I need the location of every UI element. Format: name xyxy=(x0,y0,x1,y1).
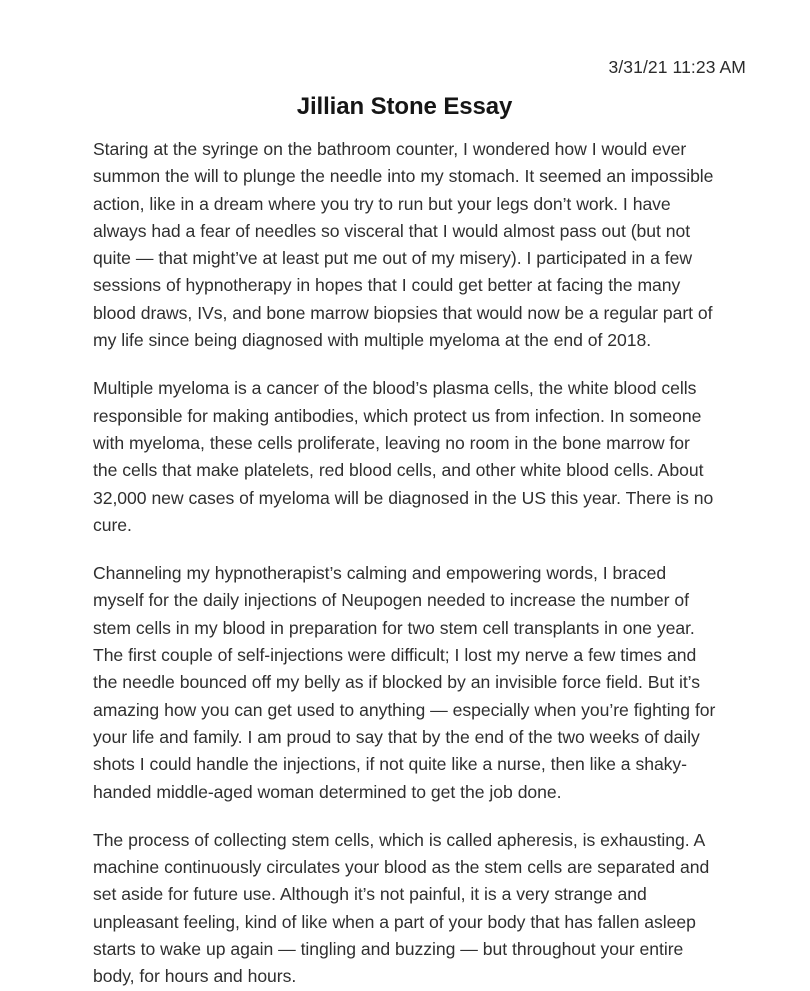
page-title: Jillian Stone Essay xyxy=(296,93,513,120)
document-header-date: 3/31/21 11:23 AM xyxy=(608,57,746,77)
body-paragraph-1: Staring at the syringe on the bathroom counter, I wondered how I would ever summon the will to plunge the needle into my stomach. It seemed an impossible action, like in a dream where you try to run but your legs don’t work. I have always had a fear of needles so visceral that I would almost pass out (but not quite — that might’ve at least put me out of my misery). I participated in a few sessions of hypnotherapy in hopes that I could get better at facing the many blood draws, IVs, and bone marrow biopsies that would now be a regular part of my life since being diagnosed with multiple myeloma at the end of 2018. xyxy=(93,139,714,351)
body-paragraph-2: Multiple myeloma is a cancer of the blood’s plasma cells, the white blood cells responsible for making antibodies, which protect us from infection. In someone with myeloma, these cells proliferate, leaving no room in the bone marrow for the cells that make platelets, red blood cells, and other white blood cells. About 32,000 new cases of myeloma will be diagnosed in the US this year. There is no cure. xyxy=(93,378,714,535)
body-paragraph-4: The process of collecting stem cells, which is called apheresis, is exhausting. A machine continuously circulates your blood as the stem cells are separated and set aside for future use. Although it’s not painful, it is a very strange and unpleasant feeling, kind of like when a part of your body that has fallen asleep starts to wake up again — tingling and buzzing — but throughout your entire body, for hours and hours. xyxy=(93,829,710,987)
body-paragraph-3: Channeling my hypnotherapist’s calming and empowering words, I braced myself for the daily injections of Neupogen needed to increase the number of stem cells in my blood in preparation for two stem cell transplants in one year. The first couple of self-injections were difficult; I lost my nerve a few times and the needle bounced off my belly as if blocked by an invisible force field. But it’s amazing how you can get used to anything — especially when you’re fighting for your life and family. I am proud to say that by the end of the two weeks of daily shots I could handle the injections, if not quite like a nurse, then like a shaky-handed middle-aged woman determined to get the job done. xyxy=(93,563,716,802)
document-body xyxy=(93,136,718,991)
